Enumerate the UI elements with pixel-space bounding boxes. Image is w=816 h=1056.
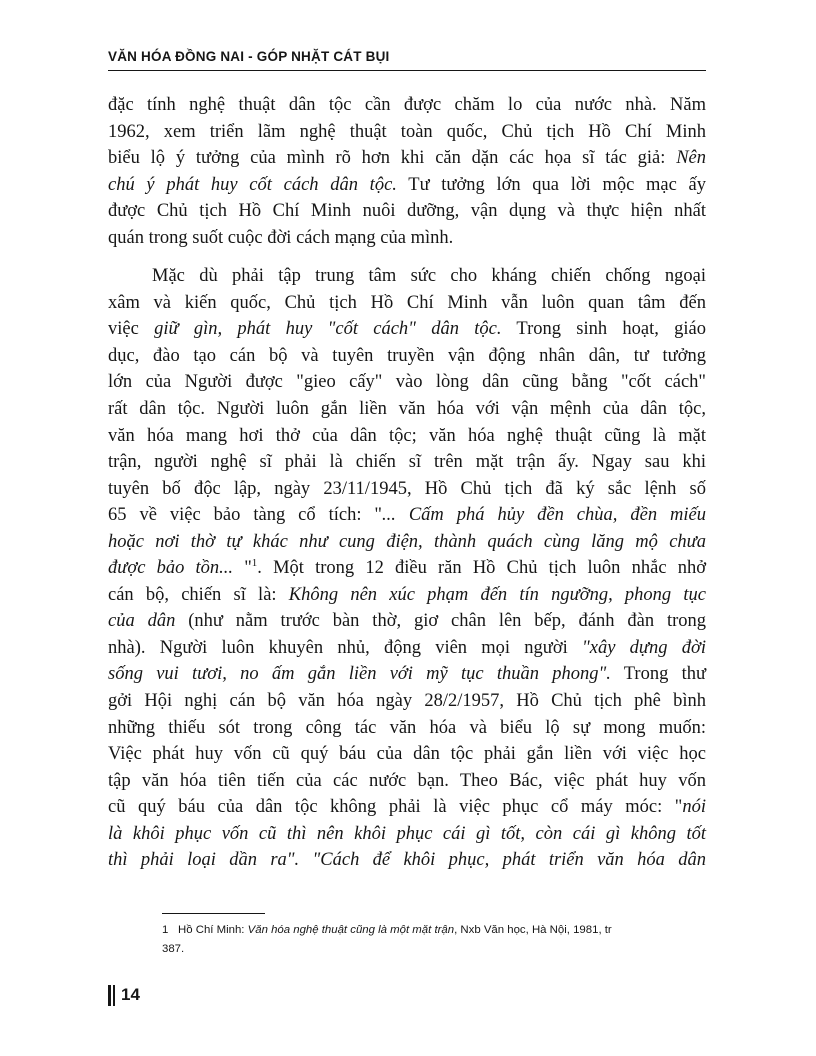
header-rule <box>108 70 706 71</box>
running-head: VĂN HÓA ĐỒNG NAI - GÓP NHẶT CÁT BỤI <box>108 49 390 64</box>
text-line: của dân (như nằm trước bàn thờ, giơ chân lên bếp, đánh đàn trong <box>108 611 706 632</box>
text-line: 1962, xem triển lãm nghệ thuật toàn quốc, Chủ tịch Hồ Chí Minh <box>108 121 706 142</box>
text-line: văn hóa mang hơi thở của dân tộc; văn hóa nghệ thuật cũng là mặt <box>108 425 706 446</box>
text-line: xâm và kiến quốc, Chủ tịch Hồ Chí Minh vẫn luôn quan tâm đến <box>108 292 706 313</box>
page-number <box>108 983 140 1007</box>
footnote-line: 387. <box>162 942 185 955</box>
text-line: chú ý phát huy cốt cách dân tộc. Tư tưởng lớn qua lời mộc mạc ấy <box>108 174 706 195</box>
text-line: tập văn hóa tiên tiến của các nước bạn. Theo Bác, việc phát huy vốn <box>108 770 706 791</box>
text-line: những thiếu sót trong công tác văn hóa và biểu lộ sự mong muốn: <box>108 717 706 738</box>
text-line: đặc tính nghệ thuật dân tộc cần được chăm lo của nước nhà. Năm <box>108 95 706 115</box>
text-line: Mặc dù phải tập trung tâm sức cho kháng chiến chống ngoại <box>152 266 706 287</box>
page-number-bar <box>113 985 116 1006</box>
text-line: cán bộ, chiến sĩ là: Không nên xúc phạm đến tín ngưỡng, phong tục <box>108 584 706 605</box>
text-line: trận, người nghệ sĩ phải là chiến sĩ trên mặt trận ấy. Ngay sau khi <box>108 452 706 473</box>
text-line: là khôi phục vốn cũ thì nên khôi phục cái gì tốt, còn cái gì không tốt <box>108 823 706 844</box>
footnote-number: 1 <box>162 924 169 936</box>
text-line: biểu lộ ý tưởng của mình rõ hơn khi căn dặn các họa sĩ tác giả: Nên <box>108 148 706 169</box>
text-line: thì phải loại dần ra". "Cách để khôi phục, phát triển văn hóa dân <box>108 850 706 871</box>
text-line: lớn của Người được "gieo cấy" vào lòng dân cũng bằng "cốt cách" <box>108 372 706 393</box>
text-line: gởi Hội nghị cán bộ văn hóa ngày 28/2/1957, Hồ Chủ tịch phê bình <box>108 691 706 712</box>
text-line: rất dân tộc. Người luôn gắn liền văn hóa với vận mệnh của dân tộc, <box>108 399 706 420</box>
footnote-rule <box>162 913 265 914</box>
text-line: nhà). Người luôn khuyên nhủ, động viên mọi người "xây dựng đời <box>108 637 706 658</box>
text-line: hoặc nơi thờ tự khác như cung điện, thành quách cùng lăng mộ chưa <box>108 531 706 552</box>
text-line: được Chủ tịch Hồ Chí Minh nuôi dưỡng, vận dụng và thực hiện nhất <box>108 201 706 222</box>
text-line: quán trong suốt cuộc đời cách mạng của mình. <box>108 227 454 248</box>
page-number-bar <box>108 985 111 1006</box>
text-line: cũ quý báu của dân tộc không phải là việc phục cổ máy móc: "nói <box>108 797 706 818</box>
text-line: dục, đào tạo cán bộ và tuyên truyền vận động nhân dân, tư tưởng <box>108 345 706 366</box>
text-line: sống vui tươi, no ấm gắn liền với mỹ tục thuần phong". Trong thư <box>108 664 706 685</box>
text-line: Việc phát huy vốn cũ quý báu của dân tộc phải gắn liền với việc học <box>108 744 706 765</box>
text-line: 65 về việc bảo tàng cổ tích: "... Cấm phá hủy đền chùa, đền miếu <box>108 505 706 526</box>
text-line: được bảo tồn... "$^1$. Một trong 12 điều răn Hồ Chủ tịch luôn nhắc nhở <box>108 557 706 579</box>
text-line: việc giữ gìn, phát huy "cốt cách" dân tộc. Trong sinh hoạt, giáo <box>108 319 707 340</box>
text-line: tuyên bố độc lập, ngày 23/11/1945, Hồ Chủ tịch đã ký sắc lệnh số <box>108 478 706 499</box>
footnote-reference: 1 <box>251 557 258 570</box>
footnote-line: 1 Hồ Chí Minh: Văn hóa nghệ thuật cũng là một mặt trận, Nxb Văn học, Hà Nội, 1981, tr <box>162 921 710 940</box>
footnote <box>162 921 710 958</box>
page-number-text: 14 <box>121 985 140 1004</box>
body-text <box>108 92 706 874</box>
